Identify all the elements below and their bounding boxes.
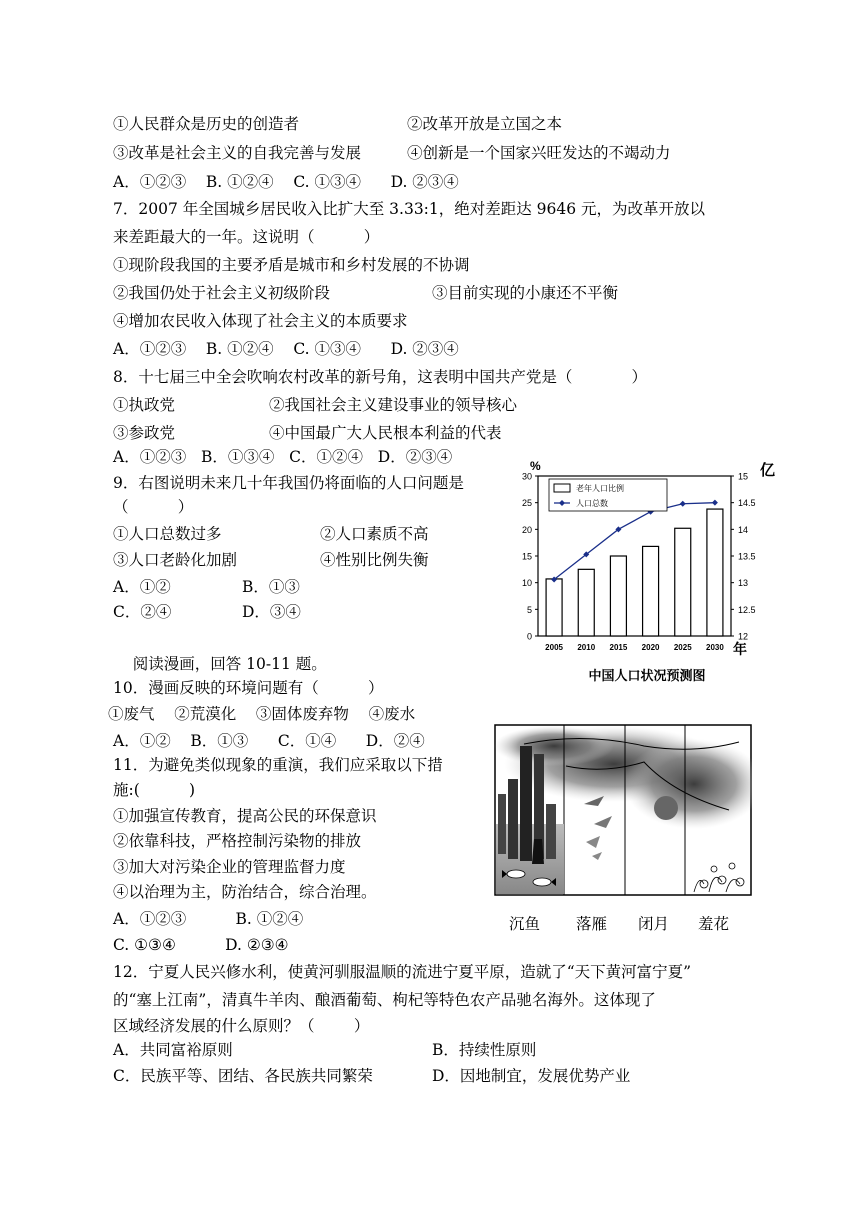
right-axis-unit: 亿 bbox=[760, 462, 776, 479]
bar-elderly-ratio bbox=[546, 579, 562, 636]
q6-choices: A．①②③ B. ①②④ C. ①③④ D. ②③④ bbox=[113, 173, 459, 191]
q6-option-3: ③改革是社会主义的自我完善与发展 bbox=[113, 144, 362, 162]
q6-option-4: ④创新是一个国家兴旺发达的不竭动力 bbox=[407, 144, 671, 162]
read-comic-instruction: 阅读漫画，回答 10-11 题。 bbox=[113, 655, 327, 673]
q7-stem-line2: 来差距最大的一年。这说明（ ） bbox=[113, 228, 380, 246]
left-axis-tick-label: 10 bbox=[521, 578, 532, 589]
x-axis-tick-label: 2010 bbox=[577, 643, 596, 652]
q12-choice-d: D．因地制宜，发展优势产业 bbox=[432, 1067, 631, 1085]
cartoon-caption-1: 沉鱼 bbox=[509, 915, 541, 933]
left-axis-tick-label: 30 bbox=[521, 471, 532, 482]
left-axis-tick-label: 5 bbox=[526, 604, 532, 615]
q9-choice-a: A．①② bbox=[113, 578, 171, 596]
q8-stem: 8．十七届三中全会吹响农村改革的新号角，这表明中国共产党是（ ） bbox=[113, 368, 647, 386]
right-axis-tick-label: 13 bbox=[738, 578, 749, 589]
right-axis-tick-label: 12.5 bbox=[738, 604, 756, 615]
q7-option-2: ②我国仍处于社会主义初级阶段 bbox=[113, 284, 331, 302]
q11-stem-line2: 施:( ) bbox=[113, 781, 196, 799]
left-axis-tick-label: 0 bbox=[526, 631, 532, 642]
cartoon-caption-3: 闭月 bbox=[638, 915, 670, 933]
left-axis-tick-label: 15 bbox=[521, 551, 532, 562]
q9-stem-line1: 9．右图说明未来几十年我国仍将面临的人口问题是 bbox=[113, 474, 464, 492]
q7-option-3: ③目前实现的小康还不平衡 bbox=[432, 284, 619, 302]
population-chart-svg bbox=[502, 458, 784, 688]
q7-option-4: ④增加农民收入体现了社会主义的本质要求 bbox=[113, 312, 408, 330]
q12-stem-line2: 的“塞上江南”，清真牛羊肉、酿酒葡萄、枸杞等特色农产品驰名海外。这体现了 bbox=[113, 991, 656, 1009]
legend-label-bar: 老年人口比例 bbox=[576, 484, 624, 493]
q9-option-3: ③人口老龄化加剧 bbox=[113, 551, 238, 569]
population-chart bbox=[502, 458, 784, 688]
bar-elderly-ratio bbox=[643, 546, 659, 636]
q9-stem-line2: （ ） bbox=[113, 498, 194, 516]
q10-stem: 10．漫画反映的环境问题有（ ） bbox=[113, 679, 384, 697]
q8-option-1: ①执政党 bbox=[113, 396, 176, 414]
left-axis-unit: % bbox=[530, 459, 541, 473]
right-axis-tick-label: 15 bbox=[738, 471, 749, 482]
x-axis-tick-label: 2005 bbox=[545, 643, 563, 652]
q11-option-3: ③加大对污染企业的管理监督力度 bbox=[113, 858, 346, 876]
cartoon-caption-2: 落雁 bbox=[576, 915, 608, 933]
q8-option-3: ③参政党 bbox=[113, 424, 176, 442]
q12-choice-b: B．持续性原则 bbox=[432, 1041, 537, 1059]
q12-choice-c: C．民族平等、团结、各民族共同繁荣 bbox=[113, 1067, 373, 1085]
x-axis-tick-label: 2020 bbox=[641, 643, 660, 652]
q9-option-1: ①人口总数过多 bbox=[113, 525, 222, 543]
bar-elderly-ratio bbox=[707, 509, 723, 636]
q12-stem-line1: 12．宁夏人民兴修水利，使黄河驯服温顺的流进宁夏平原，造就了“天下黄河富宁夏” bbox=[113, 963, 692, 981]
x-axis-tick-label: 2015 bbox=[609, 643, 628, 652]
q7-choices: A．①②③ B. ①②④ C. ①③④ D. ②③④ bbox=[113, 340, 459, 358]
pollution-cartoon-illustration bbox=[494, 724, 752, 896]
chart-title: 中国人口状况预测图 bbox=[588, 668, 706, 683]
q9-choice-c: C．②④ bbox=[113, 603, 172, 621]
left-axis-tick-label: 25 bbox=[521, 498, 532, 509]
q12-choice-a: A．共同富裕原则 bbox=[113, 1041, 233, 1059]
q11-choices-row1: A．①②③ B. ①②④ bbox=[113, 910, 304, 928]
bar-elderly-ratio bbox=[610, 556, 626, 636]
bar-elderly-ratio bbox=[675, 528, 691, 636]
cartoon-caption-4: 羞花 bbox=[698, 915, 730, 933]
q6-option-2: ②改革开放是立国之本 bbox=[407, 115, 563, 133]
q10-choices: A．①② B．①③ C．①④ D．②④ bbox=[113, 732, 425, 750]
q8-option-2: ②我国社会主义建设事业的领导核心 bbox=[269, 396, 518, 414]
q7-option-1: ①现阶段我国的主要矛盾是城市和乡村发展的不协调 bbox=[113, 256, 470, 274]
x-axis-tick-label: 2030 bbox=[706, 643, 724, 652]
q11-option-2: ②依靠科技，严格控制污染物的排放 bbox=[113, 832, 362, 850]
q9-option-4: ④性别比例失衡 bbox=[320, 551, 429, 569]
right-axis-tick-label: 14.5 bbox=[738, 498, 756, 509]
q12-stem-line3: 区域经济发展的什么原则？（ ） bbox=[113, 1017, 370, 1035]
bar-elderly-ratio bbox=[578, 569, 594, 636]
q6-option-1: ①人民群众是历史的创造者 bbox=[113, 115, 300, 133]
right-axis-tick-label: 13.5 bbox=[738, 551, 756, 562]
q9-choice-b: B．①③ bbox=[242, 578, 300, 596]
q9-choice-d: D．③④ bbox=[242, 603, 301, 621]
q8-choices: A．①②③ B．①③④ C．①②④ D．②③④ bbox=[113, 448, 453, 466]
q11-option-1: ①加强宣传教育，提高公民的环保意识 bbox=[113, 807, 377, 825]
q8-option-4: ④中国最广大人民根本利益的代表 bbox=[269, 424, 502, 442]
pollution-cartoon bbox=[494, 724, 752, 896]
q11-choices-row2: C. ①③④ D. ②③④ bbox=[113, 936, 289, 954]
legend-label-line: 人口总数 bbox=[576, 499, 608, 508]
q10-options: ①废气 ②荒漠化 ③固体废弃物 ④废水 bbox=[108, 705, 416, 723]
x-axis-tick-label: 2025 bbox=[673, 643, 692, 652]
q11-stem-line1: 11．为避免类似现象的重演，我们应采取以下措 bbox=[113, 756, 443, 774]
right-axis-tick-label: 12 bbox=[738, 631, 749, 642]
q7-stem-line1: 7．2007 年全国城乡居民收入比扩大至 3.33:1，绝对差距达 9646 元，为改革开放以 bbox=[113, 200, 706, 218]
q11-option-4: ④以治理为主，防治结合，综合治理。 bbox=[113, 883, 377, 901]
right-axis-tick-label: 14 bbox=[738, 524, 749, 535]
left-axis-tick-label: 20 bbox=[521, 524, 532, 535]
q9-option-2: ②人口素质不高 bbox=[320, 525, 429, 543]
x-axis-unit: 年 bbox=[733, 641, 747, 657]
legend-swatch-bar bbox=[554, 484, 570, 492]
